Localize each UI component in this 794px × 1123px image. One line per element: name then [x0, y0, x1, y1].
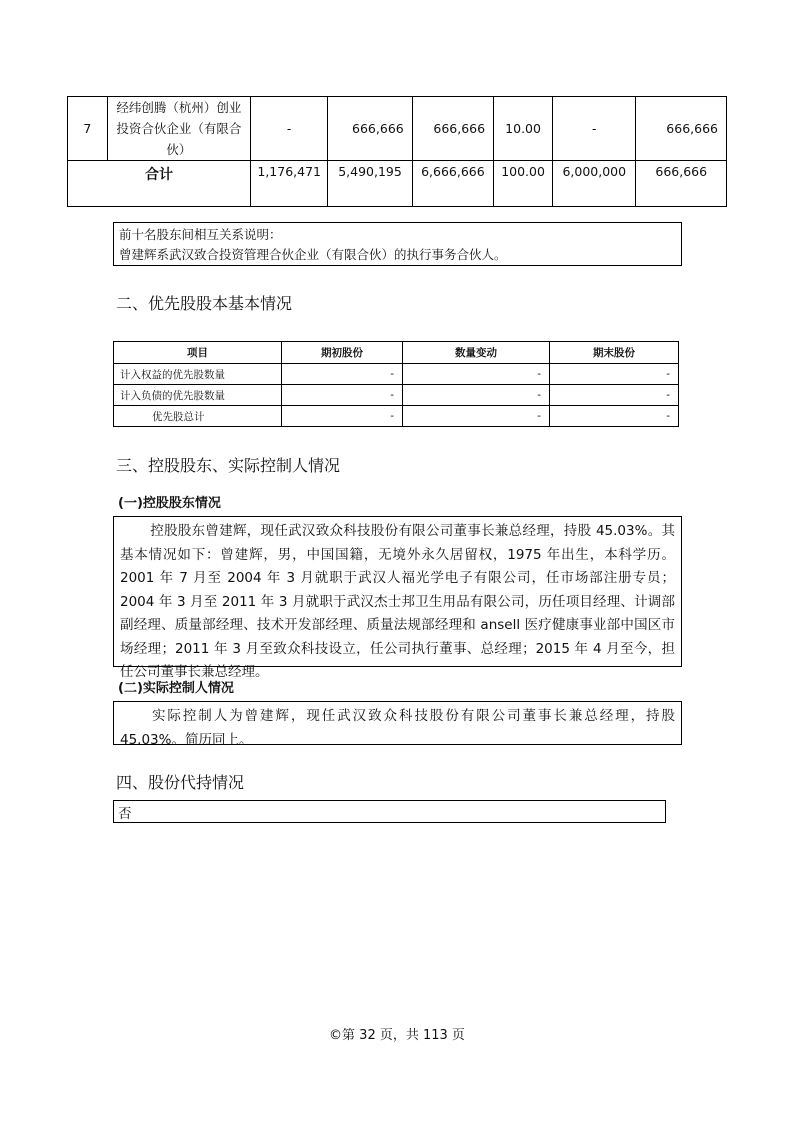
- cell-value: -: [403, 406, 550, 427]
- cell-value: 5,490,195: [328, 161, 412, 207]
- cell-value: 666,666: [412, 97, 493, 161]
- table-row: [68, 97, 727, 161]
- cell-value: 666,666: [328, 97, 412, 161]
- table-row: [114, 385, 679, 406]
- cell-value: -: [553, 97, 636, 161]
- controlling-shareholder-text: 控股股东曾建辉，现任武汉致众科技股份有限公司董事长兼总经理，持股 45.03%。其基本情况如下：曾建辉，男，中国国籍，无境外永久居留权，1975 年出生，本科学历。2001 年 7 月至 2004 年 3 月就职于武汉人福光学电子有限公司，任市场部注册专员；2004 年 3 月至 2011 年 3 月就职于武汉杰士邦卫生用品有限公司，历任项目经理、计调部副经理、质量部经理、技术开发部经理、质量法规部经理和 ansell 医疗健康事业部中国区市场经理；2011 年 3 月至致众科技设立，任公司执行董事、总经理；2015 年 4 月至今，担任公司董事长兼总经理。: [120, 523, 675, 680]
- preferred-shares-table: [113, 341, 679, 427]
- actual-controller-text: 实际控制人为曾建辉，现任武汉致众科技股份有限公司董事长兼总经理，持股 45.03%。简历同上。: [120, 708, 675, 748]
- share-proxy-answer: 否: [118, 806, 132, 822]
- column-header: 数量变动: [403, 342, 550, 364]
- relation-note-title: 前十名股东间相互关系说明：: [119, 227, 282, 242]
- column-header: 项目: [114, 342, 282, 364]
- cell-value: -: [550, 406, 679, 427]
- shareholder-name: 经纬创腾（杭州）创业投资合伙企业（有限合伙）: [107, 97, 250, 161]
- relation-note-box: [113, 222, 682, 266]
- row-label: 计入负债的优先股数量: [114, 385, 282, 406]
- cell-value: -: [403, 364, 550, 385]
- section-heading: 二、优先股股本基本情况: [116, 294, 293, 313]
- cell-value: 666,666: [636, 161, 727, 207]
- subsection-heading: (二)实际控制人情况: [118, 681, 234, 696]
- column-header: 期初股份: [282, 342, 403, 364]
- total-row: [68, 161, 727, 207]
- cell-value: -: [282, 364, 403, 385]
- cell-value: 10.00: [494, 97, 553, 161]
- section-heading: 四、股份代持情况: [116, 773, 245, 792]
- cell-value: 1,176,471: [251, 161, 328, 207]
- cell-value: -: [403, 385, 550, 406]
- cell-value: -: [251, 97, 328, 161]
- cell-value: -: [282, 406, 403, 427]
- controlling-shareholder-box: [113, 516, 682, 680]
- subsection-heading: (一)控股股东情况: [118, 496, 221, 511]
- table-header-row: [114, 342, 679, 364]
- row-number: 7: [68, 97, 108, 161]
- cell-value: 6,000,000: [553, 161, 636, 207]
- cell-value: 666,666: [636, 97, 727, 161]
- row-label: 计入权益的优先股数量: [114, 364, 282, 385]
- row-label: 优先股总计: [114, 406, 282, 427]
- cell-value: 6,666,666: [412, 161, 493, 207]
- column-header: 期末股份: [550, 342, 679, 364]
- cell-value: 100.00: [494, 161, 553, 207]
- share-proxy-box: [113, 800, 666, 823]
- page-footer: ©第 32 页，共 113 页: [329, 1028, 465, 1043]
- cell-value: -: [550, 385, 679, 406]
- relation-note-text: 曾建辉系武汉致合投资管理合伙企业（有限合伙）的执行事务合伙人。: [119, 247, 507, 262]
- section-heading: 三、控股股东、实际控制人情况: [116, 456, 341, 475]
- actual-controller-box: [113, 701, 682, 748]
- cell-value: -: [282, 385, 403, 406]
- cell-value: -: [550, 364, 679, 385]
- table-row: [114, 406, 679, 427]
- shareholder-table: [67, 96, 727, 207]
- table-row: [114, 364, 679, 385]
- total-label: 合计: [68, 161, 251, 207]
